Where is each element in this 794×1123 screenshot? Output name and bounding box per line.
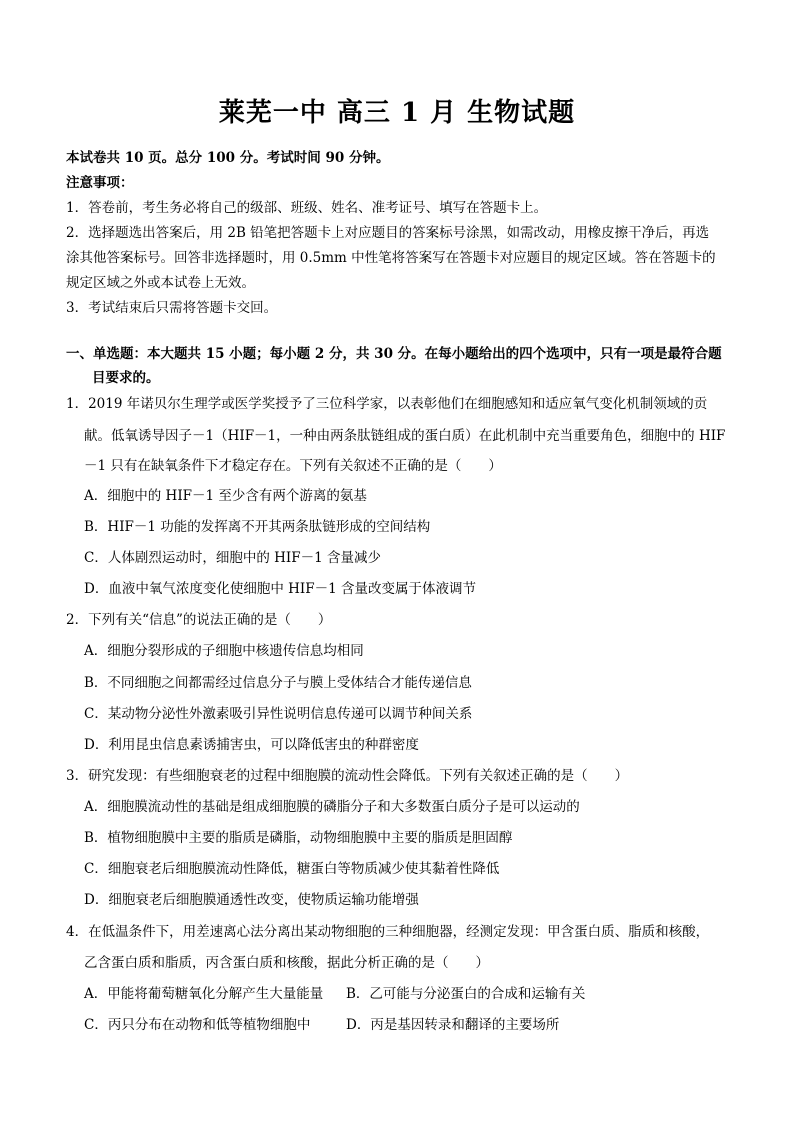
notice-item: 1．答卷前，考生务必将自己的级部、班级、姓名、准考证号、填写在答题卡上。	[66, 200, 548, 216]
question-1-option-b: B．HIF－1 功能的发挥离不开其两条肽链形成的空间结构	[84, 519, 431, 535]
notice-item: 涂其他答案标号。回答非选择题时，用 0.5mm 中性笔将答案写在答题卡对应题目的规定区域。答在答题卡的	[66, 250, 716, 266]
question-4-option-a: A．甲能将葡萄糖氧化分解产生大量能量	[84, 986, 324, 1002]
question-2-stem: 2．下列有关“信息”的说法正确的是（ ）	[66, 612, 332, 628]
page-title: 莱芜一中 高三 1 月 生物试题	[218, 98, 576, 128]
question-4-option-c: C．丙只分布在动物和低等植物细胞中	[84, 1017, 311, 1033]
notice-item: 2．选择题选出答案后，用 2B 铅笔把答题卡上对应题目的答案标号涂黑，如需改动，用橡皮擦干净后，再选	[66, 225, 710, 241]
question-2-option-b: B．不同细胞之间都需经过信息分子与膜上受体结合才能传递信息	[84, 675, 472, 691]
question-1-option-c: C．人体剧烈运动时，细胞中的 HIF－1 含量减少	[84, 550, 381, 566]
notice-heading: 注意事项：	[66, 175, 134, 191]
question-4-stem: 4．在低温条件下，用差速离心法分离出某动物细胞的三种细胞器，经测定发现：甲含蛋白质、脂质和核酸，	[66, 924, 710, 940]
question-3-option-b: B．植物细胞膜中主要的脂质是磷脂，动物细胞膜中主要的脂质是胆固醇	[84, 830, 513, 846]
intro-text: 本试卷共 10 页。总分 100 分。考试时间 90 分钟。	[66, 150, 390, 166]
notice-item: 3．考试结束后只需将答题卡交回。	[66, 300, 278, 316]
notice-item: 规定区域之外或本试卷上无效。	[66, 275, 255, 291]
section-heading: 一、单选题：本大题共 15 小题；每小题 2 分，共 30 分。在每小题给出的四个选项中，只有一项是最符合题	[66, 346, 722, 362]
question-1-stem: 献。低氧诱导因子－1（HIF－1，一种由两条肽链组成的蛋白质）在此机制中充当重要角色，细胞中的 HIF	[84, 428, 726, 444]
question-4-stem: 乙含蛋白质和脂质，丙含蛋白质和核酸，据此分析正确的是（ ）	[84, 955, 489, 971]
question-2-option-c: C．某动物分泌性外激素吸引异性说明信息传递可以调节种间关系	[84, 706, 473, 722]
question-4-option-d: D．丙是基因转录和翻译的主要场所	[346, 1017, 560, 1033]
section-heading-cont: 目要求的。	[92, 370, 160, 386]
question-4-option-b: B．乙可能与分泌蛋白的合成和运输有关	[346, 986, 586, 1002]
question-3-option-a: A．细胞膜流动性的基础是组成细胞膜的磷脂分子和大多数蛋白质分子是可以运动的	[84, 799, 580, 815]
question-1-option-d: D．血液中氧气浓度变化使细胞中 HIF－1 含量改变属于体液调节	[84, 581, 476, 597]
question-3-option-c: C．细胞衰老后细胞膜流动性降低，糖蛋白等物质减少使其黏着性降低	[84, 861, 500, 877]
question-2-option-d: D．利用昆虫信息素诱捕害虫，可以降低害虫的种群密度	[84, 737, 419, 753]
question-1-option-a: A．细胞中的 HIF－1 至少含有两个游离的氨基	[84, 488, 367, 504]
question-1-stem: 1．2019 年诺贝尔生理学或医学奖授予了三位科学家，以表彰他们在细胞感知和适应氧气变化机制领域的贡	[66, 396, 708, 412]
question-3-stem: 3．研究发现：有些细胞衰老的过程中细胞膜的流动性会降低。下列有关叙述正确的是（ ）	[66, 768, 629, 784]
question-1-stem: －1 只有在缺氧条件下才稳定存在。下列有关叙述不正确的是（ ）	[84, 458, 502, 474]
question-2-option-a: A．细胞分裂形成的子细胞中核遗传信息均相同	[84, 643, 364, 659]
question-3-option-d: D．细胞衰老后细胞膜通透性改变，使物质运输功能增强	[84, 892, 419, 908]
